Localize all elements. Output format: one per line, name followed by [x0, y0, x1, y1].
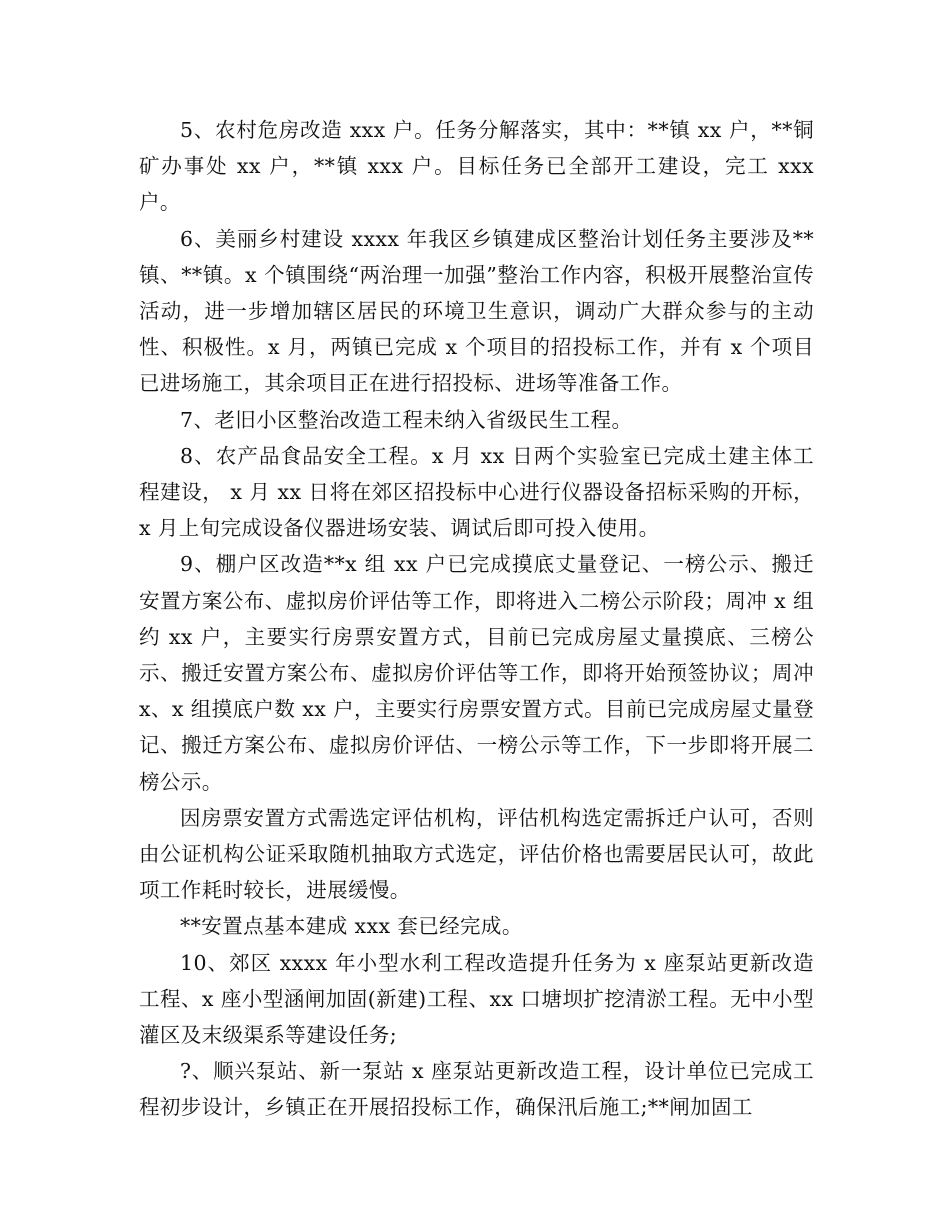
- document-body: [139, 112, 814, 1126]
- paragraph-shantytown: 9、棚户区改造**x 组 xx 户已完成摸底丈量登记、一榜公示、搬迁安置方案公布、虚拟房价评估等工作，即将进入二榜公示阶段；周冲 x 组约 xx 户，主要实行房票安置方式，目前已完成房屋丈量摸底、三榜公示、搬迁安置方案公布、虚拟房价评估等工作，即将开始预签协议；周冲 x、x 组摸底户数 xx 户，主要实行房票安置方式。目前已完成房屋丈量登记、搬迁方案公布、虚拟房价评估、一榜公示等工作，下一步即将开展二榜公示。: [139, 552, 814, 794]
- paragraph-rural-housing: 5、农村危房改造 xxx 户。任务分解落实，其中：**镇 xx 户，**铜矿办事处 xx 户，**镇 xxx 户。目标任务已全部开工建设，完工 xxx 户。: [139, 118, 814, 215]
- paragraph-old-community: 7、老旧小区整治改造工程未纳入省级民生工程。: [180, 407, 633, 432]
- paragraph-beautiful-village: 6、美丽乡村建设 xxxx 年我区乡镇建成区整治计划任务主要涉及**镇、**镇。x 个镇围绕“两治理一加强”整治工作内容，积极开展整治宣传活动，进一步增加辖区居民的环境卫生意识，调动广大群众参与的主动性、积极性。x 月，两镇已完成 x 个项目的招投标工作，并有 x 个项目已进场施工，其余项目正在进行招投标、进场等准备工作。: [139, 226, 814, 396]
- paragraph-pump-station: ?、顺兴泵站、新一泵站 x 座泵站更新改造工程，设计单位已完成工程初步设计，乡镇正在开展招投标工作，确保汛后施工;**闸加固工: [139, 1059, 814, 1120]
- paragraph-resettlement-site: **安置点基本建成 xxx 套已经完成。: [180, 914, 523, 939]
- paragraph-housing-voucher: 因房票安置方式需选定评估机构，评估机构选定需拆迁户认可，否则由公证机构公证采取随机抽取方式选定，评估价格也需要居民认可，故此项工作耗时较长，进展缓慢。: [139, 805, 814, 903]
- paragraph-food-safety: 8、农产品食品安全工程。x 月 xx 日两个实验室已完成土建主体工程建设， x 月 xx 日将在郊区招投标中心进行仪器设备招标采购的开标， x 月上旬完成设备仪器进场安装、调试后即可投入使用。: [139, 443, 814, 541]
- paragraph-water-conservancy: 10、郊区 xxxx 年小型水利工程改造提升任务为 x 座泵站更新改造工程、x 座小型涵闸加固(新建)工程、xx 口塘坝扩挖清淤工程。无中小型灌区及末级渠系等建设任务;: [139, 950, 814, 1048]
